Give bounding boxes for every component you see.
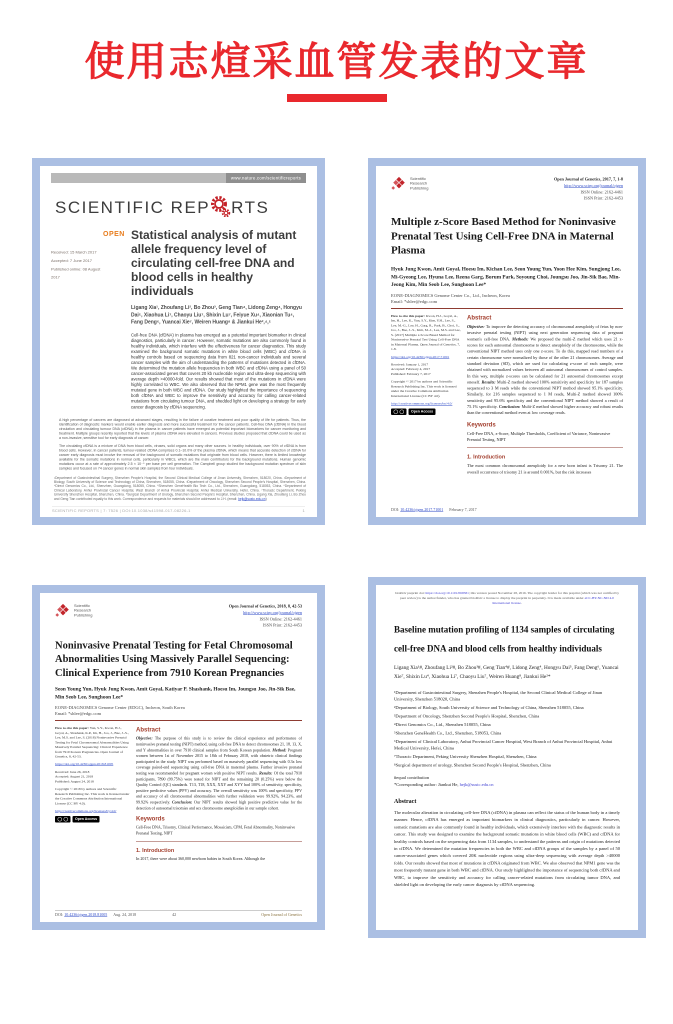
received-date: Received: 15 March 2017 (51, 250, 97, 255)
journal-url[interactable]: www.nature.com/scientificreports (226, 173, 306, 183)
sidebar (55, 726, 130, 862)
scirp-logo (55, 603, 92, 618)
open-access-label: OPEN (103, 229, 125, 238)
affiliation-item: ³Department of Oncology, Shenzhen Second People's Hospital, Shenzhen, China (394, 713, 540, 719)
abstract-label: Method: (272, 747, 287, 753)
scirp-logo (391, 176, 428, 191)
logo-line: Scientific (74, 603, 91, 609)
license-link[interactable]: aCC-BY-NC-ND 4.0 International license (492, 595, 614, 605)
keywords-text: Cell-Free DNA, z-Score, Multiple Thresholds, Coefficient of Variance, Noninvasive Prenatal Testing, NIPT (467, 430, 611, 443)
affiliation-item: ¹Department of Gastrointestinal Surgery, Shenzhen People's Hospital, the Second Clinical Medical College of Jinan University, Shenzhen 518020, China (394, 689, 603, 702)
abstract-segment: Multi-Z method showed higher accuracy and robust results than the conventional method even at low coverage reads. (467, 404, 623, 416)
footer-doi (391, 508, 443, 513)
received-date: Received: June 26, 2018 (55, 769, 90, 774)
footer-doi-link[interactable]: 10.4236/ojgen.2018.81005 (64, 912, 108, 917)
cc-icons (55, 816, 71, 823)
received-date: Received: January 1, 2017 (391, 362, 429, 367)
keywords-heading: Keywords (467, 420, 496, 428)
issn-print: ISSN Print: 2162-4453 (262, 622, 302, 628)
biorxiv-notice (394, 591, 620, 606)
introduction-text: In 2017, there were about 360,000 newborn babies in South Korea. Although the (136, 856, 266, 862)
how-to-cite (55, 726, 130, 759)
published-date: Published: August 24, 2018 (55, 779, 94, 784)
biorxiv-page (376, 585, 638, 930)
affiliation-item: ⁷Thoracic Department, Peking University Shenzhen Hospital, Shenzhen, China (394, 754, 537, 760)
affiliation: EONE-DIAGNOMICS Genome Center Co., Ltd., Incheon, Korea (391, 293, 510, 299)
authors: Hyuk Jung Kwon, Amit Goyal, Hoesu Im, Kichan Lee, Seon Young Yun, Yoon Hee Kim, Sungjong Lee, Mi-Gyeong Lee, Hyuna Lee, Reena Garg, Borum Park, Soyoung Choi, Joungsu Joo, Jin-Sik Bae, Min-Jeong Kim, Min Seob Lee, Sunghoon Lee* (391, 266, 621, 288)
divider (391, 308, 623, 309)
contribution-note (394, 775, 620, 789)
introduction-heading: 1. Introduction (467, 454, 506, 461)
authors: Ligang Xia¹, Zhoufang Li², Bo Zhou³, Geng Tian⁴, Lidong Zeng⁴, Hongyu Dai⁵, Xiaohua Li⁷, Chaoyu Liu⁷, Shixin Lu⁷, Feiyue Xu⁴, Xiaonian Tu⁴, Fang Deng⁶, Yuancai Xie⁷, Weiren Huang⁸ & Jiankui He²,⁴,⁵ (131, 305, 302, 326)
notice-text: ; this version posted November 28, 2016. The copyright holder for this preprint (which was not certified by peer review) is the author/funder, who has granted bioRxiv a license to display the preprint in perpetuity. It is made available under (400, 591, 619, 600)
intro-paragraph: The circulating cfDNA is a mixture of DNA from blood cells, viruses, solid organs and many other sources. In healthy individuals, over 90% of cfDNA is from blood cells. However, in cancer patients, tumour-related cfDNA comprises 0.1–10.0% of the plasma cfDNA, which means that accurate detection of ctDNA for cancer early diagnosis must involve the removal of the background of somatic mutations that originate from blood cells. However, there is limited knowledge available for the somatic mutations in normal cells, particularly in WBCs, which are the main contributors for the background mutations. Human genomic mutations occur at a rate of approximately 2.5 × 10⁻⁸ per base per cell generation. The Campbell group studied the background mutation spectrum of skin samples and focused on 74 cancer genes in normal skin samples from four individuals. (59, 444, 306, 471)
affiliations-end: ) (265, 497, 267, 501)
accepted-date: Accepted: August 21, 2018 (55, 774, 94, 779)
abstract-text: The molecular alteration in circulating cell-free DNA (cfDNA) in plasma can reflect the status of the human body in a timely manner. Hence, cfDNA has emerged as important biomarkers in clinical diagnostics, particularly in cancer. However, somatic mutations are also commonly found in healthy individuals, which extensively interfere with the diagnostic results in cancer. This study was designed to examine the background somatic mutations in white blood cells (WBC) and cfDNA for healthy controls based on the sequencing data from 1134 samples, to understand the patterns and origin of mutations detected in cfDNA. We determined the mutation frequencies in both the WBC and cfDNA groups of the samples by a panel of 50 cancer-associated genes which covered 20K nucleotide regions using ultra-deep sequencing with average depth >40000 folds. Our results showed that most of mutations in cfDNA originated from WBC. We also observed that NPM1 gene was the most frequently mutant gene in both WBC and cfDNA. Our study highlighted the importance of sequencing both cfDNA and WBC, to improve the sensitivity and accuracy for calling cancer-related mutations from circulating tumor DNA, and shielded light on developing the early cancer diagnosis by cfDNA sequencing. (394, 810, 620, 887)
published-date: Published: February 7, 2017 (391, 371, 431, 376)
corresponding-email-link[interactable]: hejk@sustc.edu.cn (459, 782, 494, 788)
issn-print: ISSN Print: 2162-4453 (583, 195, 623, 201)
open-access-badge: Open Access (409, 409, 436, 416)
page-title: 使用志煊采血管发表的文章 (84, 40, 589, 84)
preprint-doi-link[interactable]: https://doi.org/10.1101/069581 (425, 591, 469, 595)
affiliation-item: ²Department of Biology, South University of Science and Technology of China, Shenzhen 518055, China (394, 704, 584, 710)
article-title: Multiple z-Score Based Method for Noninvasive Prenatal Test Using Cell-Free DNA in Maternal Plasma (391, 215, 616, 257)
page-footer (52, 506, 305, 513)
logo-line: Research (410, 181, 428, 186)
abstract-segment: We proposed the multi-Z method which uses 21 z-scores for each autosomal chromosome to detect aneuploidy of the chromosome, while the conventional NIPT method uses only one z-score. To do this, mapped read numbers of a certain chromosome were normalized by those of the other 21 chromosomes. Average and standard deviation (SD), which are used for calculating z-score of each sample, were obtained with normalized values between all autosomal chromosomes of control samples. In this way, multiple z-scores can be calculated for 21 autosomal chromosomes except oneself. (467, 336, 623, 385)
abstract-segment: Our NIPT results showed high positive predictive value for the detection of autosomal trisomies and sex chromosome aneuploidies in our sample cohort. (136, 799, 302, 811)
email-line: Email: *shlee@edgc.com (55, 711, 102, 717)
email-line: Email: *shlee@edgc.com (391, 299, 438, 305)
published-date: Published online: 08 August 2017 (51, 266, 101, 280)
doi-label: DOI: (55, 912, 65, 917)
abstract-segment: Multi-Z method showed 100% sensitivity and specificity for 187 samples sequenced to 3 M reads while the conventional NIPT method showed 95.1% specificity. Similarly, for 216 samples sequenced to 1 M reads, Multi-Z method showed 100% sensitivity and 95.6% specificity and the conventional NIPT method showed a result of 75.1% specificity. (467, 379, 623, 410)
gear-icon (211, 195, 231, 217)
paper-ojgen-2018[interactable] (32, 585, 325, 930)
abstract-label: Methods: (512, 336, 529, 342)
page-footer (391, 508, 623, 513)
abstract-label: Conclusion: (172, 799, 193, 805)
how-to-cite (391, 314, 461, 352)
abstract-label: Results: (481, 379, 496, 385)
paper-biorxiv-preprint[interactable] (368, 577, 646, 938)
page-footer (55, 910, 302, 917)
affiliations (54, 476, 306, 501)
affiliations-text: ¹Department of Gastrointestinal Surgery, Shenzhen People's Hospital, the Second Clinical Medical College of Jinan University, Shenzhen, 518020, China. ²Department of Biology, South University of Science and Technology of China, Shenzhen, 518055, China. ³Department of Oncology, Shenzhen Second People's Hospital, Shenzhen, China. ⁴Direct Genomics Co., Ltd., Shenzhen, Guangdong, 518055, China. ⁵Shenzhen GeneHealth Bio Tech Co., Ltd., Shenzhen, Guangdong, 518053, China. ⁶Department of Clinical Laboratory, Anhui Provincial Cancer Hospital, West Branch of Anhui Provincial Hospital, Anhui Medical University, Hefei, China. ⁷Thoracic Department, Peking University Shenzhen Hospital, Shenzhen, China. ⁸Surgical Department of Urology, Shenzhen Second People's Hospital, Shenzhen, China. Ligang Xia, Zhoufang Li, Bo Zhou and Geng Tian contributed equally to this work. Correspondence and requests for materials should be addressed to J.H. (email: (54, 476, 306, 501)
srep-header-band (51, 173, 306, 183)
page-number: 42 (172, 912, 177, 917)
abstract-heading: Abstract (136, 726, 161, 734)
footer-date: Aug. 24, 2018 (113, 912, 137, 917)
cc-icons (391, 409, 407, 416)
issn-online: ISSN Online: 2162-4461 (580, 189, 623, 195)
scientific-reports-logo (55, 195, 306, 218)
abstract-label: Objective: (467, 324, 485, 330)
title-underline (287, 94, 387, 102)
affiliation: EONE-DIAGNOMICS Genome Center (EDGC), Incheon, South Korea (55, 705, 185, 711)
srep-dates (51, 229, 103, 410)
cite-text: Yun, S.Y., Kwon, H.J., Goyal, A., Shashank, K.P., Im, H., Joo, J., Bae, J.-S., Lee, M.S. and Lee, S. (2018) Noninvasive Prenatal Testing for Fetal Chromosomal Abnormalities Using Massively Parallel Sequencing: Clinical Experience from 7910 Korean Pregnancies. Open Journal of Genetics, 8, 42-53. (55, 726, 129, 759)
authors: Seon Young Yun, Hyuk Jung Kwon, Amit Goyal, Katiyar P. Shashank, Hoesu Im, Joungsu Joo, Jin-Sik Bae, Min Seob Lee, Sunghoon Lee* (55, 686, 296, 700)
footer-citation: SCIENTIFIC REPORTS | 7: 7526 | DOI:10.1038/s41598-017-08226-1 (52, 508, 191, 513)
corresponding-text: *Corresponding author: Jiankui He, (394, 782, 460, 788)
footer-date: February 7, 2017 (449, 507, 477, 512)
abstract-label: Objective: (136, 736, 153, 741)
abstract-segment: Of the total 7910 participants, 7890 (99.75%) were tested for NIPT and the remaining 20 (0.25%) were below the Quality Control (QC) standards. T13, T18, XXX, XXY and XYY had 100% of sensitivity, specificity, positive predictive values (PPV) and accuracy. The overall sensitivity was 100% and specificity, PPV and accuracy of all chromosomal abnormalities with further validation were 99.92%, 94.23%, and 99.92% respectively. (136, 770, 302, 805)
journal-url-link[interactable]: http://www.scirp.org/journal/ojgen (243, 609, 302, 615)
equal-contribution: #equal contribution (394, 775, 430, 781)
accepted-date: Accepted: February 4, 2017 (391, 367, 431, 372)
abstract-text (467, 324, 623, 416)
doi-label: DOI: (391, 507, 401, 512)
paper-scientific-reports[interactable] (32, 158, 325, 525)
abstract-heading: Abstract (394, 797, 417, 805)
ojgen2017-page (376, 166, 638, 517)
ojgen2018-page (40, 593, 317, 922)
scirp-diamond-icon (391, 176, 407, 191)
authors: Ligang Xia¹#, Zhoufang Li²#, Bo Zhou³#, Geng Tian⁴#, Lidong Zeng⁴, Hongyu Dai⁵, Fang Deng⁶, Yuancai Xie⁷, Shixin Lu⁴, Xiaohua Li⁷, Chaoyu Liu⁷, Weiren Huang⁸, Jiankui He²* (394, 664, 619, 680)
abstract-segment: To improve the detecting accuracy of chromosomal aneuploidy of fetus by non-invasive prenatal testing (NIPT) using next generation sequencing data of pregnant women's cell-free DNA. (467, 324, 623, 342)
abstract-label: Conclusion: (498, 404, 521, 410)
cc-license-link[interactable]: http://creativecommons.org/licenses/by/4.0/ (391, 401, 453, 406)
keywords-heading: Keywords (136, 815, 165, 823)
abstract-label: Results: (259, 770, 273, 776)
paper-ojgen-2017[interactable] (368, 158, 646, 525)
divider (467, 448, 623, 449)
abstract-text: Cell-free DNA (cfDNA) in plasma has emerged as a potential important biomarker in clinical diagnostics, particularly in cancer. However, somatic mutations are also commonly found in healthy individuals, which interfere with the effectiveness for cancer diagnostics. This study examined the background somatic mutations in white blood cells (WBC) and cfDNA in healthy controls based on sequencing data from 821 non-cancer individuals and several cancer samples with the aim of understanding the patterns of mutations detected in cfDNA. We determined the mutation allele frequencies in both WBC and cfDNA using a panel of 50 cancer-associated genes that covers 20 kb nucleotide region and ultra-deep sequencing with average depth >40000-fold. Our results showed that most of the mutations in cfDNA were highly correlated to WBC. We also observed that the NPM1 gene was the most frequently mutated gene in both WBC and cfDNA. Our study highlighted the importance of sequencing both cfDNA and WBC to improve the sensitivity and accuracy for calling cancer-related mutations from circulating tumour DNA, and shedded light on developing a strategy for early cancer diagnosis by cfDNA sequencing. (131, 332, 306, 410)
introduction-text: The most common chromosomal aneuploidy for a new born infant is Trisomy 21. The overall occurrence of trisomy 21 is around 0.001%, but the risk increases (467, 463, 623, 475)
srep-page (40, 166, 317, 517)
journal-url-link[interactable]: http://www.scirp.org/journal/ojgen (564, 182, 623, 188)
cc-license-link[interactable]: http://creativecommons.org/licenses/by/4.0/ (55, 808, 117, 813)
logo-text-right: RTS (231, 198, 270, 217)
issn-online: ISSN Online: 2162-4461 (259, 616, 302, 622)
copyright-text: Copyright © 2018 by authors and Scientific Research Publishing Inc. This work is licensed under the Creative Commons Attribution International License (CC BY 4.0). (55, 787, 130, 806)
affiliation-item: ⁵Shenzhen GeneHealth Co., Ltd., Shenzhen, 518053, China (394, 730, 502, 736)
cite-label: How to cite this paper: (55, 726, 90, 731)
notice-text: . (520, 600, 522, 605)
page-number: 1 (302, 508, 305, 513)
footer-journal-name: Open Journal of Genetics (261, 912, 302, 917)
logo-line: Publishing (410, 185, 429, 191)
open-access-badge: Open Access (73, 816, 100, 823)
affiliations (394, 689, 620, 768)
journal-issue-line: Open Journal of Genetics, 2018, 8, 42-53 (228, 603, 302, 609)
journal-issue-line: Open Journal of Genetics, 2017, 7, 1-8 (553, 176, 623, 182)
article-title: Noninvasive Prenatal Testing for Fetal Chromosomal Abnormalities Using Massively Parallel Sequencing: Clinical Experience from 7910 Korean Pregnancies (55, 639, 293, 679)
scirp-logo-text (74, 604, 92, 618)
affiliation-item: ⁸Surgical department of urology, Shenzhen Second People's Hospital, Shenzhen, China (394, 762, 551, 768)
abstract-segment: The purpose of this study is to review the clinical experience and performance of noninvasive prenatal testing (NIPT) method, using cell-free DNA to detect chromosomes 21, 18, 13, X, and Y abnormalities in over 7910 clinical samples from South Korean population. (136, 736, 302, 753)
logo-line: Scientific (410, 176, 427, 182)
cite-label: How to cite this paper: (391, 314, 426, 319)
affiliation-item: ⁶Department of Clinical Laboratory, Anhui Provincial Cancer Hospital, West Branch of Anhui Provincial Hospital, Anhui Medical University, Hefei, China (394, 738, 613, 751)
corresponding-author (394, 782, 620, 789)
footer-doi (55, 913, 107, 918)
abstract-text (136, 736, 302, 811)
logo-line: Publishing (74, 612, 93, 618)
affiliation-item: ⁴Direct Genomics Co., Ltd., Shenzhen 518055, China (394, 721, 491, 727)
scirp-diamond-icon (55, 603, 71, 618)
article-title: Statistical analysis of mutant allele frequency level of circulating cell-free DNA and blood cells in healthy individuals (131, 228, 297, 299)
copyright-text: Copyright © 2017 by authors and Scientific Research Publishing Inc. This work is licensed under the Creative Commons Attribution International License (CC BY 4.0). (391, 379, 457, 398)
scirp-logo-text (410, 177, 428, 191)
article-title: Baseline mutation profiling of 1134 samples of circulating cell-free DNA and blood cells from healthy individuals (394, 624, 615, 654)
notice-text: bioRxiv preprint doi: (395, 591, 426, 595)
doi-link[interactable]: https://doi.org/10.4236/ojgen.2017.71001 (391, 354, 450, 359)
divider (55, 720, 302, 721)
footer-doi-link[interactable]: 10.4236/ojgen.2017.71001 (400, 507, 444, 512)
logo-line: Research (74, 608, 92, 613)
divider (136, 841, 302, 842)
introduction-heading: 1. Introduction (136, 847, 175, 854)
keywords-text: Cell-Free DNA, Trisomy, Clinical Performance, Mosaicism, CPM, Fetal Abnormality, Noninvasive Prenatal Testing, NIPT (136, 825, 296, 836)
cite-text: Kwon, H.J., Goyal, A., Im, H., Lee, K., Yun, S.Y., Kim, Y.H., Lee, S., Lee, M.-G., Lee, H., Garg, R., Park, B., Choi, S., Joo, J., Bae, J.-S., Kim, M.-J., Lee, M.S. and Lee, S. (2017) Multiple z-Score Based Method for Noninvasive Prenatal Test Using Cell-Free DNA in Maternal Plasma. Open Journal of Genetics, 7, 1-8. (391, 314, 461, 352)
introduction-text (59, 418, 306, 472)
abstract-heading: Abstract (467, 314, 492, 322)
sidebar (391, 314, 461, 475)
doi-link[interactable]: https://doi.org/10.4236/ojgen.2018.81005 (55, 762, 114, 767)
correspondence-email-link[interactable]: hejk@sustc.edu.cn (238, 497, 266, 501)
intro-paragraph: A high percentage of cancers are diagnosed at advanced stages, resulting in the failure of curative treatment and poor quality of life for patients. Thus, the identification of diagnostic markers would enable earlier diagnosis and more successful treatment for the cancer patients. Cell-free DNA (cfDNA) in the blood circulation and circulating tumour DNA (ctDNA) in the plasma in cancer patients have emerged as potential important biomarkers for cancer monitoring and treatment. Multiple groups recently reported that the levels of plasma ctDNA were elevated in cancers. Previous studies proposed that ctDNA could be used as a non-invasive, sensitive tool for early diagnosis of cancer. (59, 418, 306, 440)
logo-text-left: SCIENTIFIC REP (55, 198, 211, 217)
abstract-segment: Pregnant women between 1st of November 2015 to 18th of February 2018, with obstetric clinical findings participated in the study. NIPT was performed based on massively parallel sequencing with 0.3x low coverage paired-end sequencing using cell-free DNA in maternal plasma. Further invasive prenatal testing was recommended for pregnant women with positive NIPT results. (136, 747, 302, 776)
accepted-date: Accepted: 7 June 2017 (51, 258, 92, 263)
